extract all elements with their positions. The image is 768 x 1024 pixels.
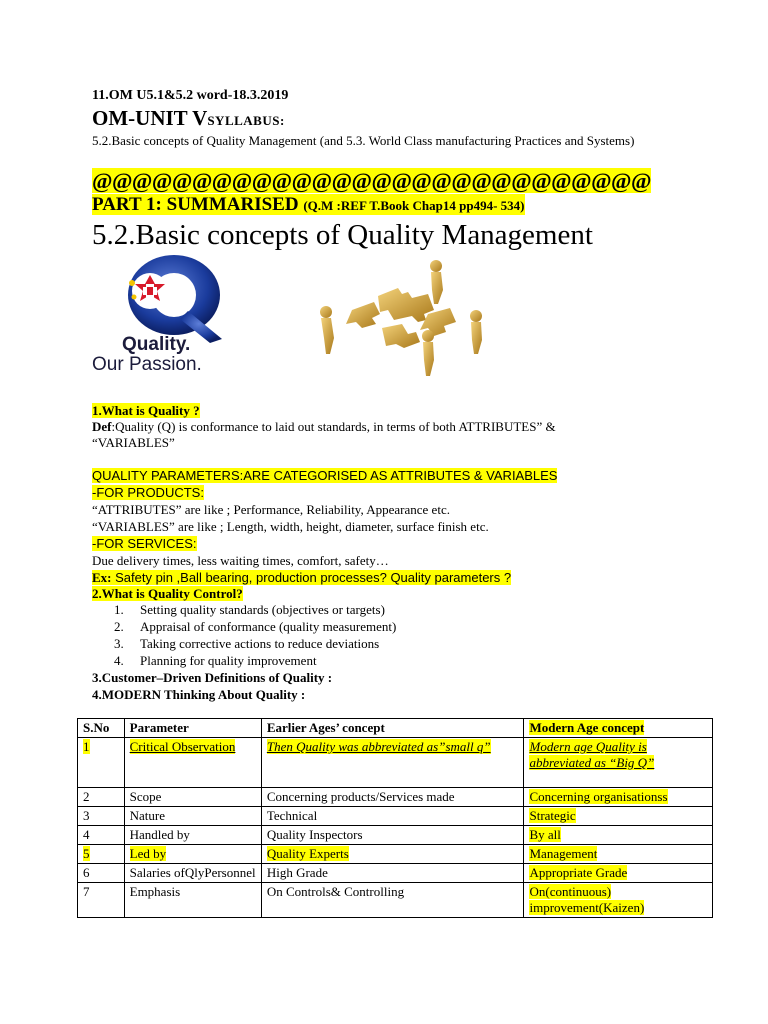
services-line: Due delivery times, less waiting times, comfort, safety… xyxy=(92,553,389,568)
table-cell xyxy=(524,788,713,807)
logo-line1: Quality. xyxy=(122,334,191,355)
col-header-modern xyxy=(524,719,713,738)
unit-title xyxy=(92,106,285,131)
table-cell: 4 xyxy=(78,826,125,845)
table-row xyxy=(78,864,713,883)
table-cell xyxy=(261,738,524,788)
cell-text: 1 xyxy=(83,739,90,754)
quality-control-steps xyxy=(92,601,396,669)
table-cell: On Controls& Controlling xyxy=(261,883,524,918)
table-cell xyxy=(524,826,713,845)
q1-definition-cont: “VARIABLES” xyxy=(92,435,175,450)
table-cell: Salaries ofQlyPersonnel xyxy=(124,864,261,883)
col-header-modern-text: Modern Age concept xyxy=(529,720,645,735)
q4-title: 4.MODERN Thinking About Quality : xyxy=(92,687,306,702)
quality-comparison-table xyxy=(77,718,713,918)
table-cell xyxy=(124,845,261,864)
table-row xyxy=(78,883,713,918)
separator-at-line xyxy=(92,168,651,194)
table-row xyxy=(78,788,713,807)
col-header-sno: S.No xyxy=(78,719,125,738)
table-row xyxy=(78,807,713,826)
cell-text: Quality Experts xyxy=(266,846,349,861)
table-cell: 3 xyxy=(78,807,125,826)
def-label: Def xyxy=(92,419,112,434)
services-label-text: -FOR SERVICES: xyxy=(92,536,197,551)
q2-title-text: 2.What is Quality Control? xyxy=(92,586,243,601)
cell-text: Led by xyxy=(129,846,167,861)
table-cell xyxy=(78,845,125,864)
table-row xyxy=(78,845,713,864)
syllabus-text: 5.2.Basic concepts of Quality Management (and 5.3. World Class manufacturing Practices and Systems) xyxy=(92,133,635,148)
part1-main: PART 1: SUMMARISED xyxy=(92,194,304,215)
step-number: 2. xyxy=(114,619,124,634)
table-cell: Concerning products/Services made xyxy=(261,788,524,807)
def-text: :Quality (Q) is conformance to laid out standards, in terms of both ATTRIBUTES” & xyxy=(111,419,556,434)
table-cell xyxy=(524,807,713,826)
table-header-row xyxy=(78,719,713,738)
list-item xyxy=(92,652,396,669)
cell-text: Concerning organisationss xyxy=(529,789,668,804)
teamwork-puzzle-illustration xyxy=(316,258,486,383)
part1-ref: (Q.M :REF T.Book Chap14 pp494- 534) xyxy=(303,198,525,213)
params-heading xyxy=(92,467,557,484)
ex-text: Safety pin ,Ball bearing, production processes? Quality parameters ? xyxy=(111,570,512,585)
table-cell xyxy=(524,883,713,918)
cell-text: On(continuous) improvement(Kaizen) xyxy=(529,884,645,915)
part1-heading xyxy=(92,194,525,216)
variables-line: “VARIABLES” are like ; Length, width, height, diameter, surface finish etc. xyxy=(92,519,489,534)
q2-title xyxy=(92,585,243,602)
step-text: Taking corrective actions to reduce deviations xyxy=(140,636,380,651)
table-cell: Scope xyxy=(124,788,261,807)
table-cell xyxy=(524,864,713,883)
cell-text: By all xyxy=(529,827,561,842)
step-number: 3. xyxy=(114,636,124,651)
table-cell: Emphasis xyxy=(124,883,261,918)
table-cell: Quality Inspectors xyxy=(261,826,524,845)
table-cell: 2 xyxy=(78,788,125,807)
puzzle-figures-icon xyxy=(316,258,486,383)
cell-text: Then Quality was abbreviated as”small q” xyxy=(266,739,491,754)
document-reference: 11.OM U5.1&5.2 word-18.3.2019 xyxy=(92,88,289,103)
table-cell: 6 xyxy=(78,864,125,883)
attributes-line: “ATTRIBUTES” are like ; Performance, Reliability, Appearance etc. xyxy=(92,502,450,517)
table-cell: Technical xyxy=(261,807,524,826)
q1-title-text: 1.What is Quality ? xyxy=(92,403,200,418)
products-label xyxy=(92,484,204,501)
table-cell xyxy=(524,738,713,788)
table-row xyxy=(78,738,713,788)
cell-text: 5 xyxy=(83,846,90,861)
separator-at-text: @@@@@@@@@@@@@@@@@@@@@@@@@@@@ xyxy=(92,168,651,193)
services-label xyxy=(92,535,197,552)
q1-definition xyxy=(92,418,556,435)
step-text: Planning for quality improvement xyxy=(140,653,317,668)
logo-line2: Our Passion. xyxy=(92,354,202,375)
cell-text: Management xyxy=(529,846,598,861)
table-cell xyxy=(78,738,125,788)
cell-text: Critical Observation xyxy=(129,739,236,754)
unit-title-small: SYLLABUS: xyxy=(207,113,285,128)
q3-title: 3.Customer–Driven Definitions of Quality : xyxy=(92,670,333,685)
products-label-text: -FOR PRODUCTS: xyxy=(92,485,204,500)
cell-text: Appropriate Grade xyxy=(529,865,628,880)
list-item xyxy=(92,601,396,618)
step-text: Setting quality standards (objectives or targets) xyxy=(140,602,385,617)
table-cell: Nature xyxy=(124,807,261,826)
table-cell xyxy=(261,845,524,864)
table-cell: Handled by xyxy=(124,826,261,845)
ex-label: Ex: xyxy=(92,570,112,585)
table-row xyxy=(78,826,713,845)
table-cell: 7 xyxy=(78,883,125,918)
q1-title xyxy=(92,402,200,419)
unit-title-main: OM-UNIT V xyxy=(92,106,208,130)
list-item xyxy=(92,635,396,652)
col-header-parameter: Parameter xyxy=(124,719,261,738)
step-text: Appraisal of conformance (quality measurement) xyxy=(140,619,397,634)
step-number: 1. xyxy=(114,602,124,617)
table-cell: High Grade xyxy=(261,864,524,883)
col-header-earlier: Earlier Ages’ concept xyxy=(261,719,524,738)
table-cell xyxy=(524,845,713,864)
step-number: 4. xyxy=(114,653,124,668)
list-item xyxy=(92,618,396,635)
example-line xyxy=(92,569,511,586)
quality-logo xyxy=(92,253,270,378)
cell-text: Modern age Quality is abbreviated as “Big Q” xyxy=(529,739,655,770)
main-heading: 5.2.Basic concepts of Quality Management xyxy=(92,219,593,251)
params-heading-text: QUALITY PARAMETERS:ARE CATEGORISED AS ATTRIBUTES & VARIABLES xyxy=(92,468,558,483)
table-cell xyxy=(124,738,261,788)
cell-text: Strategic xyxy=(529,808,576,823)
